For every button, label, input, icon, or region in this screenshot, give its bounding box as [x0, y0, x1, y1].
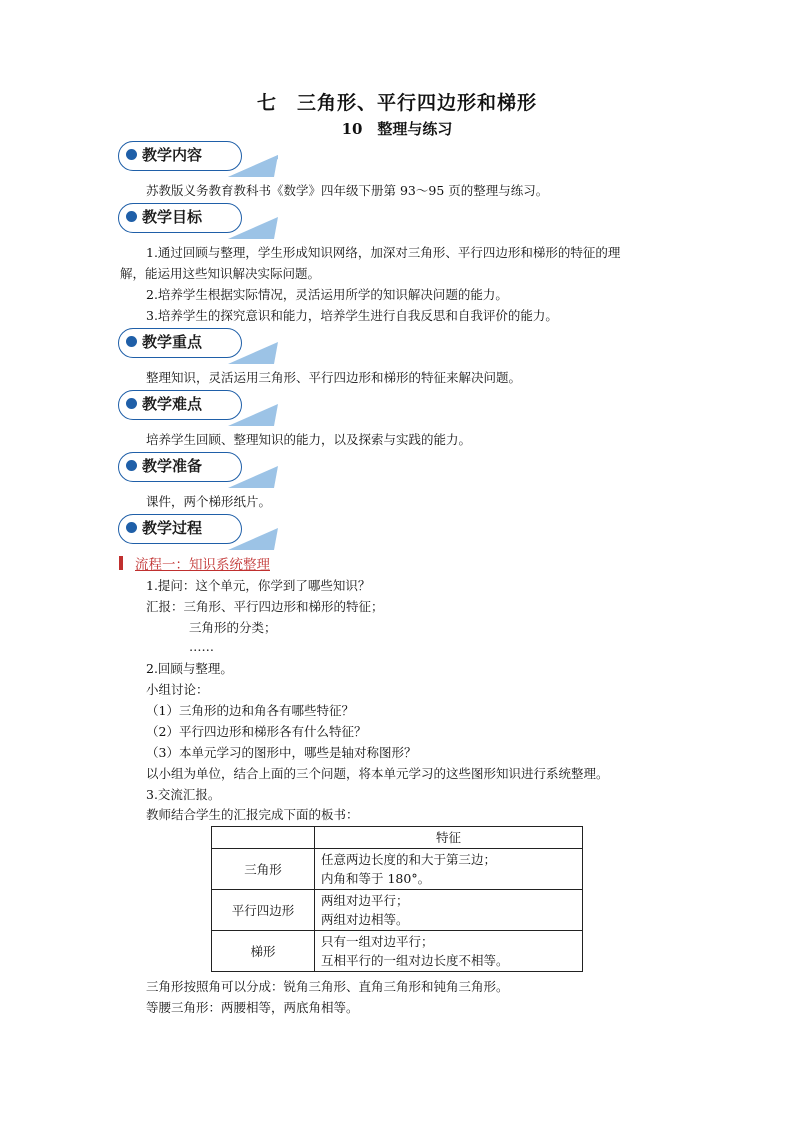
shape-features	[315, 849, 583, 890]
shape-features	[315, 890, 583, 931]
section-label: 教学重点	[142, 333, 203, 351]
flow-line: 3.交流汇报。	[146, 787, 221, 802]
flow-title: 流程一：知识系统整理	[135, 557, 270, 573]
section-label: 教学准备	[142, 457, 203, 475]
flow-line: ……	[189, 639, 214, 654]
lesson-title: 10 整理与练习	[341, 120, 453, 138]
wedge-icon	[228, 404, 278, 426]
flow-line: （2）平行四边形和梯形各有什么特征？	[146, 724, 367, 739]
table-header-features: 特征	[315, 827, 583, 849]
wedge-icon	[228, 466, 278, 488]
flow-line: 汇报：三角形、平行四边形和梯形的特征；	[146, 599, 384, 614]
bullet-dot-icon	[126, 336, 137, 347]
after-line: 等腰三角形：两腰相等，两底角相等。	[146, 1000, 359, 1015]
bullet-dot-icon	[126, 149, 137, 160]
section-heading-difficulty	[118, 389, 278, 429]
flow-line: 2.回顾与整理。	[146, 661, 233, 676]
bullet-dot-icon	[126, 211, 137, 222]
section-heading-prep	[118, 451, 278, 491]
section-heading-goals	[118, 202, 278, 242]
section-label: 教学目标	[142, 208, 203, 226]
shape-name: 平行四边形	[212, 890, 315, 931]
section-label: 教学难点	[142, 395, 203, 413]
flow-line: 教师结合学生的汇报完成下面的板书：	[146, 807, 359, 822]
wedge-icon	[228, 155, 278, 177]
shape-name: 三角形	[212, 849, 315, 890]
wedge-icon	[228, 342, 278, 364]
bullet-dot-icon	[126, 460, 137, 471]
difficulty-text: 培养学生回顾、整理知识的能力，以及探索与实践的能力。	[146, 432, 472, 447]
key-text: 整理知识，灵活运用三角形、平行四边形和梯形的特征来解决问题。	[146, 370, 522, 385]
feature-line: 互相平行的一组对边长度不相等。	[321, 953, 509, 968]
prep-text: 课件，两个梯形纸片。	[146, 494, 272, 509]
bullet-dot-icon	[126, 398, 137, 409]
goal-line-4: 3.培养学生的探究意识和能力，培养学生进行自我反思和自我评价的能力。	[146, 308, 558, 323]
section-heading-content	[118, 140, 278, 180]
flow-line: 小组讨论：	[146, 682, 209, 697]
chapter-title: 七 三角形、平行四边形和梯形	[256, 92, 537, 114]
shape-name: 梯形	[212, 931, 315, 972]
table-header-row	[212, 827, 583, 849]
section-label: 教学内容	[142, 146, 203, 164]
flow-line: （1）三角形的边和角各有哪些特征？	[146, 703, 354, 718]
feature-line: 任意两边长度的和大于第三边；	[321, 852, 497, 867]
section-heading-process	[118, 513, 278, 553]
section-heading-key	[118, 327, 278, 367]
shape-features	[315, 931, 583, 972]
content-text: 苏教版义务教育教科书《数学》四年级下册第 93～95 页的整理与练习。	[146, 183, 549, 198]
goal-line-1: 1.通过回顾与整理，学生形成知识网络，加深对三角形、平行四边形和梯形的特征的理	[146, 245, 621, 260]
feature-line: 两组对边相等。	[321, 912, 409, 927]
flow-line: 1.提问：这个单元，你学到了哪些知识？	[146, 578, 371, 593]
table-row	[212, 931, 583, 972]
table-row	[212, 849, 583, 890]
wedge-icon	[228, 217, 278, 239]
flow-marker-bar	[119, 556, 123, 570]
goal-line-3: 2.培养学生根据实际情况，灵活运用所学的知识解决问题的能力。	[146, 287, 508, 302]
feature-line: 两组对边平行；	[321, 893, 409, 908]
goal-line-2: 解，能运用这些知识解决实际问题。	[120, 266, 321, 281]
table-corner-cell	[212, 827, 315, 849]
feature-line: 内角和等于 180°。	[321, 871, 431, 886]
flow-line: （3）本单元学习的图形中，哪些是轴对称图形？	[146, 745, 417, 760]
flow-line: 三角形的分类；	[189, 620, 277, 635]
feature-line: 只有一组对边平行；	[321, 934, 434, 949]
after-line: 三角形按照角可以分成：锐角三角形、直角三角形和钝角三角形。	[146, 979, 509, 994]
bullet-dot-icon	[126, 522, 137, 533]
flow-line: 以小组为单位，结合上面的三个问题，将本单元学习的这些图形知识进行系统整理。	[146, 766, 609, 781]
section-label: 教学过程	[142, 519, 203, 537]
board-table	[211, 826, 583, 972]
wedge-icon	[228, 528, 278, 550]
table-row	[212, 890, 583, 931]
